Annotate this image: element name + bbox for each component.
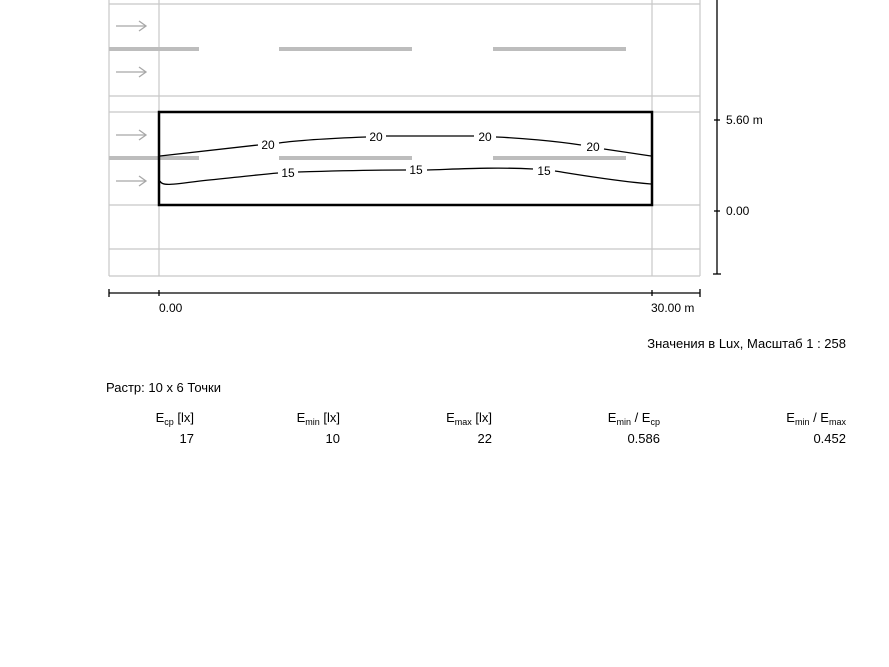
stat-value-e-max: 22 <box>477 431 492 446</box>
road-boundary <box>109 0 700 276</box>
isoline-label: 20 <box>586 140 600 154</box>
stat-value-e-avg: 17 <box>179 431 194 446</box>
isoline-label: 20 <box>478 130 492 144</box>
isoline-label: 15 <box>537 164 551 178</box>
scale-note: Значения в Lux, Масштаб 1 : 258 <box>647 336 846 351</box>
stat-header-e-min: $E_{min}$ [lx] <box>296 410 340 427</box>
lane-markings <box>109 49 626 158</box>
stat-header-e-avg: $E_{ср}$ [lx] <box>155 410 194 427</box>
isoline-label: 15 <box>409 163 423 177</box>
dim-label-top: 5.60 m <box>726 113 763 127</box>
arrow-right-icon <box>116 130 146 140</box>
isoline-label: 15 <box>281 166 295 180</box>
dim-label-zero: 0.00 <box>726 204 750 218</box>
dim-label-x-zero: 0.00 <box>159 301 183 315</box>
isoline-labels <box>261 130 600 180</box>
stat-value-e-min: 10 <box>325 431 340 446</box>
isoline-20 <box>160 136 651 156</box>
grid-label: Растр: 10 x 6 Точки <box>106 380 221 395</box>
isoline-15 <box>160 168 651 184</box>
arrow-right-icon <box>116 176 146 186</box>
isoline-label: 20 <box>369 130 383 144</box>
stat-value-uniformity-avg: 0.586 <box>627 431 660 446</box>
isoline-label: 20 <box>261 138 275 152</box>
dim-label-x-end: 30.00 m <box>651 301 695 315</box>
stat-value-uniformity-max: 0.452 <box>813 431 846 446</box>
vertical-dimension <box>713 0 721 274</box>
road-plan-drawing <box>0 0 889 330</box>
arrow-right-icon <box>116 21 146 31</box>
horizontal-dimension <box>109 289 700 297</box>
stat-header-uniformity-max: $E_{min} / E_{max}$ <box>786 410 846 427</box>
stat-header-e-max: $E_{max}$ [lx] <box>446 410 492 427</box>
stat-header-uniformity-avg: $E_{min} / E_{ср}$ <box>607 410 660 427</box>
arrow-right-icon <box>116 67 146 77</box>
traffic-arrows <box>116 21 146 186</box>
